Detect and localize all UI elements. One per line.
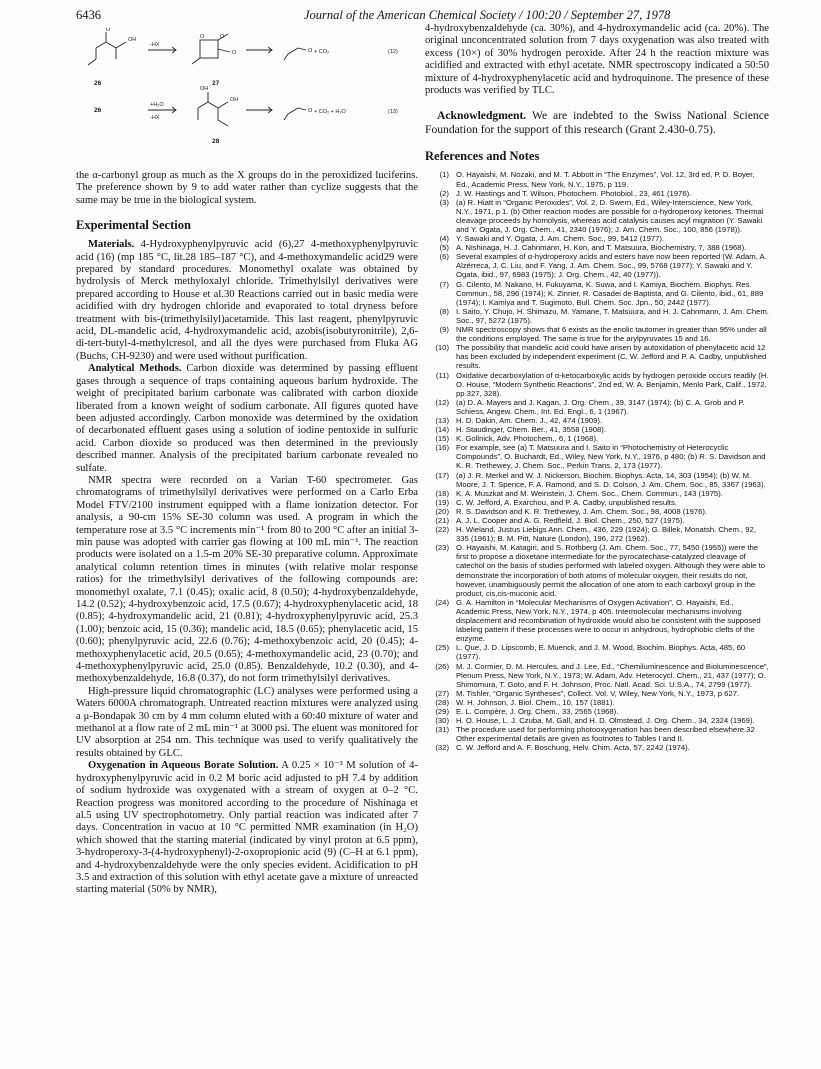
left-column bbox=[76, 170, 418, 1060]
reaction-schemes bbox=[76, 28, 418, 168]
svg-text:O: O bbox=[200, 34, 205, 40]
reference-item bbox=[425, 525, 769, 543]
reference-text: O. Hayaishi, M. Katagiri, and S. Rothberg (J. Am. Chem. Soc., 77, 5450 (1955)) were the first to propose a dioxetane intermediate for the pyrocatechase-catalyzed cleavage of catechol on the basis of studies performed with labeled oxygen. Although they were able to demonstrate the incorporation of both atoms of molecular oxygen, their results do not, however, unambiguously permit the allocation of one atom to each carboxyl group in the product, cis,cis-muconic acid. bbox=[456, 543, 765, 598]
reference-item bbox=[425, 471, 769, 489]
reference-text: G. Cilento, M. Nakano, H. Fukuyama, K. Suwa, and I. Kamiya, Biochem. Biophys. Res. Commun., 58, 296 (1974); K. Zinner, R. Casadei de Baptista, and G. Cilento, ibid., 61, 889 (1974); I. Kamiya and T. Sugimoto, Bull. Chem. Soc. Jpn., 50, 2442 (1977). bbox=[456, 279, 764, 307]
reference-item bbox=[425, 198, 769, 234]
reference-number: (20) bbox=[435, 506, 449, 516]
svg-text:O: O bbox=[308, 108, 313, 114]
reagent-label: -HX bbox=[150, 42, 160, 48]
reference-item bbox=[425, 280, 769, 307]
reference-item bbox=[425, 243, 769, 252]
reference-text: M. Tishler, “Organic Syntheses”, Collect. Vol. V, Wiley, New York, N.Y., 1973, p 627. bbox=[456, 688, 740, 698]
run-in-head: Oxygenation in Aqueous Borate Solution. bbox=[88, 760, 279, 772]
reference-number: (4) bbox=[439, 234, 449, 244]
reference-number: (30) bbox=[435, 716, 449, 726]
compound-label: 26 bbox=[94, 107, 102, 114]
reference-text: K. Gollnick, Adv. Photochem., 6, 1 (1968). bbox=[456, 434, 599, 444]
product-label: + CO₂ + H₂O bbox=[314, 109, 346, 115]
compound-label: 26 bbox=[94, 80, 102, 87]
reference-item bbox=[425, 643, 769, 661]
equation-number: (12) bbox=[388, 49, 398, 55]
reference-text: The procedure used for performing photooxygenation has been described elsewhere.32 Other experimental details are given as footnotes to Tables I and II. bbox=[456, 725, 755, 744]
reference-text: R. S. Davidson and K. R. Trethewey, J. Am. Chem. Soc., 98, 4008 (1976). bbox=[456, 506, 708, 516]
reference-text: Oxidative decarboxylation of α-ketocarboxylic acids by hydrogen peroxide occurs readily (H. O. House, “Modern Synthetic Reactions”, 2nd ed, W. A. Benjamin, Menlo Park, Calif., 1972, pp 327, 328). bbox=[456, 370, 769, 398]
svg-text:O: O bbox=[232, 50, 237, 56]
compound-label: 28 bbox=[212, 138, 220, 145]
reference-number: (19) bbox=[435, 497, 449, 507]
reference-number: (3) bbox=[439, 197, 449, 207]
reference-text: Y. Sawaki and Y. Ogata, J. Am. Chem. Soc., 99, 5412 (1977). bbox=[456, 234, 665, 244]
reference-text: W. H. Johnson, J. Biol. Chem., 10, 157 (1881). bbox=[456, 697, 615, 707]
analytical-paragraph bbox=[76, 363, 418, 475]
reference-number: (10) bbox=[435, 343, 449, 353]
reference-number: (26) bbox=[435, 661, 449, 671]
reference-item bbox=[425, 543, 769, 598]
reference-number: (13) bbox=[435, 415, 449, 425]
reference-number: (25) bbox=[435, 643, 449, 653]
reference-number: (9) bbox=[439, 325, 449, 335]
reference-number: (14) bbox=[435, 425, 449, 435]
reference-text: L. Que, J. D. Lipscomb, E. Muenck, and J. M. Wood, Biochim. Biophys. Acta, 485, 60 (1977). bbox=[456, 643, 746, 662]
paragraph-text: A 0.25 × 10⁻³ M solution of 4-hydroxyphenylpyruvic acid in 0.2 M boric acid adjusted to pH 7.4 by addition of sodium hydroxide was oxygenated with a stream of oxygen at 0–2 °C. Reaction progress was monitored according to the procedure of Nishinaga et al.5 using UV spectrophotometry. Only partial reaction was indicated after 7 days. Concentration in vacuo at 10 °C permitted NMR examination (in H₂O) which showed that the starting material (indicated by vinyl proton at 6.5 ppm), 3-hydroperoxy-3-(4-hydroxyphenyl)-2-oxopropionic acid (9) (C–H at 6.1 ppm), and 4-hydroxybenzaldehyde were the only species evident. Acidification to pH 3.5 and extraction of this solution with ethyl acetate gave a mixture of unreacted starting material (50% by NMR), bbox=[76, 760, 418, 896]
reference-text: H. O. House, L. J. Czuba, M. Gall, and H. D. Olmstead, J. Org. Chem., 34, 2324 (1969). bbox=[456, 716, 755, 726]
reference-number: (32) bbox=[435, 743, 449, 753]
reference-text: (a) D. A. Mayers and J. Kagan, J. Org. Chem., 39, 3147 (1974); (b) C. A. Grob and P. Schiess, Angew. Chem., Int. Ed. Engl., 6, 1 (1967). bbox=[456, 397, 745, 416]
run-in-head: Acknowledgment. bbox=[437, 109, 527, 123]
reference-number: (8) bbox=[439, 306, 449, 316]
nmr-paragraph: NMR spectra were recorded on a Varian T-60 spectrometer. Gas chromatograms of trimethylsilyl derivatives were performed on a Carlo Erba Model FTV/2100 instrument equipped with a flame ionization detector. For analysis, a 90-cm 15% SE-30 column was used. A program in which the temperature rose at 3.5 °C increments min⁻¹ from 80 to 200 °C after an initial 3-min pause was adopted with carrier gas flowing at 100 mL min⁻¹. The reaction products were isolated on a 1.5-m 20% SE-30 preparative column. Approximate analytical column retention times in minutes (with relative molar response ratios) for the trimethylsilyl derivatives of the following compounds are: monomethyl oxalate, 7.1 (0.45); oxalic acid, 8 (0.50); 4-hydroxybenzaldehyde, 14.2 (0.52); 4-hydroxybenzoic acid, 17.5 (0.67); 4-hydroxyphenylacetic acid, 18 (0.85); 4-hydroxymandelic acid, 21 (0.81); 4-hydroxyphenylpyruvic acid, 25.3 (1.00); benzoic acid, 15 (0.36); mandelic acid, 18.5 (0.65); phenylacetic acid, 15 (0.60); phenylpyruvic acid, 22.6 (0.76); 4-methoxybenzoic acid, 20 (0.45); 4-methoxyphenylacetic acid, 20.5 (0.65); 4-methoxymandelic acid, 23 (0.70); and 4-methoxyphenylpyruvic acid, 25.0 (0.85). Benzaldehyde, 10.2 (0.30), and 4-methoxybenzaldehyde, 16.8 (0.37), do not form trimethylsilyl derivatives. bbox=[76, 474, 418, 685]
reference-item bbox=[425, 398, 769, 416]
svg-text:O: O bbox=[106, 28, 111, 33]
reference-item bbox=[425, 343, 769, 370]
reference-text: G. A. Hamilton in “Molecular Mechanisms of Oxygen Activation”, O. Hayaishi, Ed., Academic Press, New York, N.Y., 1974, p 405. Intermolecular mechanisms involving displacement and recombination of hydroxide would also be consistent with the supposed labeling pattern if these processes were to occur in anhydrous, hydrophobic clefts of the enzyme. bbox=[456, 597, 761, 644]
reference-item bbox=[425, 234, 769, 243]
right-column bbox=[425, 23, 769, 1063]
reference-text: (a) J. R. Merkel and W. J. Nickerson, Biochim. Biophys. Acta, 14, 303 (1954); (b) W. M. Moore, J. T. Spence, F. A. Ramond, and S. D. Colson, J. Am. Chem. Soc., 85, 3367 (1963). bbox=[456, 470, 766, 489]
reference-number: (27) bbox=[435, 688, 449, 698]
svg-text:OH: OH bbox=[200, 86, 209, 92]
run-in-head: Materials. bbox=[88, 239, 135, 251]
reference-number: (29) bbox=[435, 706, 449, 716]
reference-number: (21) bbox=[435, 516, 449, 525]
paragraph-text: 4-Hydroxyphenylpyruvic acid (6),27 4-methoxyphenylpyruvic acid (16) (mp 185 °C, lit.28 185–187 °C), and 4-methoxymandelic acid29 were prepared by standard procedures. Monomethyl oxalate was obtained by hydrolysis of Merck methyloxalyl chloride. Trimethylsilyl derivatives were prepared according to House et al.30 Reactions carried out in basic media were acidified with dry hydrogen chloride and evaporated to total dryness before treatment with bis-(trimethylsilyl)acetamide. This last reagent, phenylpyruvic acid, DL-mandelic acid, 4-hydroxymandelic acid, azobis(isobutyronitrile), 2,6-di-tert-butyl-4-methylcresol, and all the dyes were purchased from Fluka AG (Buchs, CH-9230) and were used without purification. bbox=[76, 239, 418, 362]
reference-text: O. Hayaishi, M. Nozaki, and M. T. Abbott in “The Enzymes”, Vol. 12, 3rd ed, P. D. Boyer, Ed., Academic Press, New York, N.Y., 1975, p 119. bbox=[456, 170, 755, 189]
reference-number: (23) bbox=[435, 543, 449, 553]
reference-item bbox=[425, 743, 769, 752]
reference-item bbox=[425, 489, 769, 498]
reference-number: (6) bbox=[439, 252, 449, 262]
hplc-paragraph: High-pressure liquid chromatographic (LC) analyses were performed using a Waters 6000A chromatograph. Untreated reaction mixtures were analyzed using a μ-Bondapak 30 cm by 4 mm column eluted with a 60:40 mixture of water and methanol at a flow rate of 2 mL min⁻¹ at 3000 psi. The eluent was monitored for UV absorption at 254 nm. This technique was used to verify qualitatively the results obtained by GLC. bbox=[76, 685, 418, 759]
compound-label: 27 bbox=[212, 80, 220, 87]
reference-number: (17) bbox=[435, 470, 449, 480]
section-title: Experimental Section bbox=[76, 218, 191, 233]
reference-number: (7) bbox=[439, 279, 449, 289]
reference-text: (a) R. Hiatt in “Organic Peroxides”, Vol. 2, D. Swern, Ed., Wiley-Interscience, New York, N.Y., 1971, p 1. (b) Other reaction modes are possible for α-hydroperoxy ketones. Thermal cleavage proceeds by homolysis, whereas acid catalysis causes acyl migration (Y. Sawaki and Y. Ogata, J. Org. Chem., 41, 2340 (1976); J. Am. Chem. Soc., 100, 856 (1978)). bbox=[456, 197, 764, 234]
reference-text: K. A. Muszkat and M. Weinstein, J. Chem. Soc., Chem. Commun., 143 (1975). bbox=[456, 488, 723, 498]
borate-paragraph bbox=[76, 760, 418, 896]
reference-item bbox=[425, 434, 769, 443]
reference-item bbox=[425, 416, 769, 425]
svg-text:OH: OH bbox=[128, 37, 137, 43]
reference-number: (22) bbox=[435, 525, 449, 535]
reference-text: H. Wieland, Justus Liebigs Ann. Chem., 436, 229 (1924); G. Billek, Monatsh. Chem., 92, 335 (1961); B. M. Pitt, Nature (London), 196, 272 (1962). bbox=[456, 525, 756, 544]
product-label: + CO₂ bbox=[314, 49, 330, 55]
reference-list bbox=[425, 170, 769, 752]
reference-text: Several examples of α-hydroperoxy acids and esters have now been reported (W. Adam, A. Alzérreca, J. C. Liu, and F. Yang, J. Am. Chem. Soc., 99, 5768 (1977); Y. Sawaki and Y. Ogata, ibid., 97, 6983 (1975); J. Org. Chem., 42, 40 (1977)). bbox=[456, 252, 767, 280]
reference-number: (31) bbox=[435, 725, 449, 735]
reference-item bbox=[425, 662, 769, 689]
reagent-label: +H₂O bbox=[150, 102, 164, 108]
equation-number: (13) bbox=[388, 109, 398, 115]
reference-number: (1) bbox=[439, 170, 449, 180]
reference-text: A. J. L. Cooper and A. G. Redfield, J. Biol. Chem., 250, 527 (1975). bbox=[456, 516, 685, 525]
reference-item bbox=[425, 698, 769, 707]
reference-number: (15) bbox=[435, 434, 449, 444]
reference-item bbox=[425, 307, 769, 325]
run-in-head: Analytical Methods. bbox=[88, 363, 182, 375]
reference-text: J. W. Hastings and T. Wilson, Photochem. Photobiol., 23, 461 (1976). bbox=[456, 188, 692, 198]
reference-item bbox=[425, 371, 769, 398]
continuation-paragraph: 4-hydroxybenzaldehyde (ca. 30%), and 4-hydroxymandelic acid (ca. 20%). The original unconcentrated solution from 7 days oxygenation was also treated with excess (10×) of 30% hydrogen peroxide. After 24 h the reaction mixture was acidified and extracted with ethyl acetate. NMR spectroscopy indicated a 50:50 mixture of 4-hydroxyphenylacetic acid and hydroquinone. The presence of these products was verified by TLC. bbox=[425, 23, 769, 97]
reference-number: (5) bbox=[439, 243, 449, 253]
acknowledgment bbox=[425, 109, 769, 137]
reference-text: I. Saito, Y. Chujo, H. Shimazu, M. Yamane, T. Matsuura, and H. J. Cahnmann, J. Am. Chem. Soc., 97, 5272 (1975). bbox=[456, 306, 769, 325]
reference-text: C. W. Jefford and A. F. Boschung, Helv. Chim. Acta, 57, 2242 (1974). bbox=[456, 743, 690, 753]
reference-text: E. L. Compère, J. Org. Chem., 33, 2565 (1968). bbox=[456, 706, 619, 716]
references-title: References and Notes bbox=[425, 149, 540, 164]
paragraph-text: Carbon dioxide was determined by passing effluent gases through a sequence of traps containing aqueous barium hydroxide. The weight of precipitated barium carbonate was calibrated with carbon dioxide liberated from a known weight of sodium carbonate. All figures quoted have been adjusted accordingly. Carbon monoxide was determined by the oxidation of decarbonated effluent gases using a solution of iodine pentoxide in sulfuric acid. Carbon dioxide so produced was then determined in the previously described manner. Analysis of the precipitated barium carbonate revealed no sulfate. bbox=[76, 363, 418, 474]
reference-item bbox=[425, 725, 769, 743]
reference-item bbox=[425, 189, 769, 198]
reference-number: (12) bbox=[435, 397, 449, 407]
reference-item bbox=[425, 707, 769, 716]
running-title: Journal of the American Chemical Society / 100:20 / September 27, 1978 bbox=[304, 8, 671, 22]
reference-item bbox=[425, 507, 769, 516]
reference-item bbox=[425, 425, 769, 434]
reference-item bbox=[425, 252, 769, 279]
paragraph-text: We are indebted to the Swiss National Science Foundation for the support of this research (Grant 2.430-0.75). bbox=[425, 109, 769, 137]
page-number: 6436 bbox=[76, 8, 101, 22]
reference-number: (16) bbox=[435, 443, 449, 453]
reference-item bbox=[425, 598, 769, 643]
reference-text: M. J. Cormier, D. M. Hercules, and J. Lee, Ed., “Chemiluminescence and Bioluminescence”, Plenum Press, New York, N.Y., 1973; W. Adam, Adv. Heterocycl. Chem., 21, 437 (1977); O. Shimomura, T. Goto, and F. H. Johnson, Proc. Natl. Acad. Sci. U.S.A., 74, 2799 (1977). bbox=[456, 661, 769, 689]
reference-item bbox=[425, 716, 769, 725]
reference-text: The possibility that mandelic acid could have arisen by autoxidation of phenylacetic acid 12 has been excluded by independent experiment (C. W. Jefford and P. A. Cadby, unpublished results. bbox=[456, 343, 767, 371]
svg-text:O: O bbox=[220, 34, 225, 40]
reference-number: (24) bbox=[435, 597, 449, 607]
scheme-figure bbox=[76, 28, 418, 168]
materials-paragraph bbox=[76, 239, 418, 363]
reference-text: A. Nishinaga, H. J. Cahnmann, H. Kon, and T. Matsuura, Biochemistry, 7, 388 (1968). bbox=[456, 243, 747, 253]
reference-number: (28) bbox=[435, 697, 449, 707]
reagent-label: -HX bbox=[150, 115, 160, 121]
reference-text: H. D. Dakin, Am. Chem. J., 42, 474 (1909). bbox=[456, 415, 603, 425]
reference-number: (18) bbox=[435, 488, 449, 498]
intro-paragraph: the α-carbonyl group as much as the X groups do in the peroxidized luciferins. The preference shown by 9 to add water rather than cyclize suggests that the same may be true in the biological system. bbox=[76, 170, 418, 206]
reference-text: H. Staudinger, Chem. Ber., 41, 3558 (1908). bbox=[456, 425, 606, 435]
reference-item bbox=[425, 689, 769, 698]
reference-number: (11) bbox=[435, 370, 449, 380]
reference-item bbox=[425, 170, 769, 188]
reference-item bbox=[425, 443, 769, 470]
reference-text: C. W. Jefford, A. Exarchou, and P. A. Cadby, unpublished results. bbox=[456, 497, 677, 507]
reference-text: For example, see (a) T. Matsuura and I. Saito in “Photochemistry of Heterocyclic Compounds”, O. Buchardt, Ed., Wiley, New York, N.Y., 1976, p 480; (b) R. S. Davidson and K. R. Trethewey, J. Chem. Soc., Perkin Trans. 2, 173 (1977). bbox=[456, 443, 766, 471]
svg-text:OH: OH bbox=[230, 97, 239, 103]
reference-text: NMR spectroscopy shows that 6 exists as the enolic tautomer in greater than 95% under all the conditions employed. The same is true for the arylpyruvates 15 and 16. bbox=[456, 325, 767, 344]
reference-item bbox=[425, 498, 769, 507]
reference-item bbox=[425, 325, 769, 343]
reference-number: (2) bbox=[439, 188, 449, 198]
reference-item bbox=[425, 516, 769, 525]
svg-text:O: O bbox=[308, 48, 313, 54]
